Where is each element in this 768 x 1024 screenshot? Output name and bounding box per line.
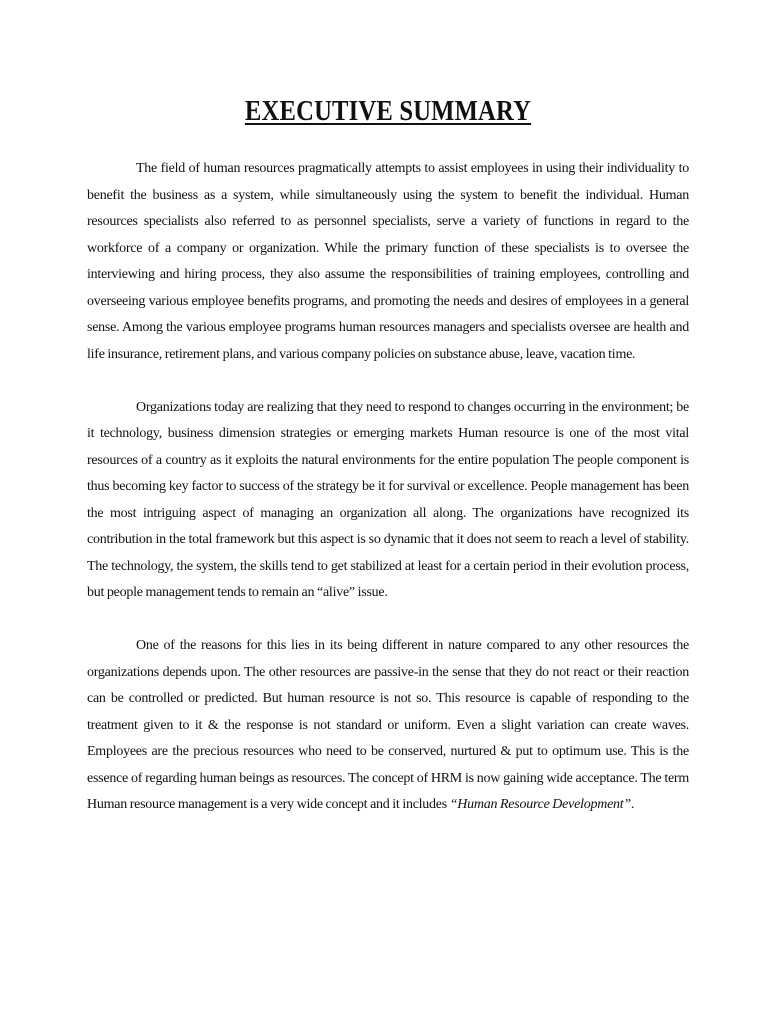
paragraph-3-tail: . [630,797,635,812]
paragraph-3-text: One of the reasons for this lies in its being different in nature compared to any other resources the organizations depends upon. The other resources are passive-in the sense that they do not react or their reaction can be controlled or predicted. But human resource is not so. This resource is capable of responding to the treatment given to it & the response is not standard or uniform. Even a slight variation can create waves. Employees are the precious resources who need to be conserved, nurtured & put to optimum use. This is the essence of regarding human beings as resources. The concept of HRM is now gaining wide acceptance. The term Human resource management is a very wide concept and it includes [87,638,689,812]
document-title: EXECUTIVE SUMMARY [244,96,532,127]
paragraph-1-text: The field of human resources pragmatically attempts to assist employees in using their individuality to benefit the business as a system, while simultaneously using the system to benefit the individual. Human resources specialists also referred to as personnel specialists, serve a variety of functions in regard to the workforce of a company or organization. While the primary function of these specialists is to oversee the interviewing and hiring process, they also assume the responsibilities of training employees, controlling and overseeing various employee benefits programs, and promoting the needs and desires of employees in a general sense. Among the various employee programs human resources managers and specialists oversee are health and life insurance, retirement plans, and various company policies on substance abuse, leave, vacation time. [87,161,689,362]
paragraph-3 [87,633,689,819]
paragraph-2-text: Organizations today are realizing that they need to respond to changes occurring in the environment; be it technology, business dimension strategies or emerging markets Human resource is one of the most vital resources of a country as it exploits the natural environments for the entire population The people component is thus becoming key factor to success of the strategy be it for survival or excellence. People management has been the most intriguing aspect of managing an organization all along. The organizations have recognized its contribution in the total framework but this aspect is so dynamic that it does not seem to reach a level of stability. The technology, the system, the skills tend to get stabilized at least for a certain period in their evolution process, but people management tends to remain an “alive” issue. [87,399,689,600]
paragraph-1 [87,156,689,368]
paragraph-3-emphasis: “Human Resource Development” [449,797,631,812]
paragraph-2 [87,395,689,607]
